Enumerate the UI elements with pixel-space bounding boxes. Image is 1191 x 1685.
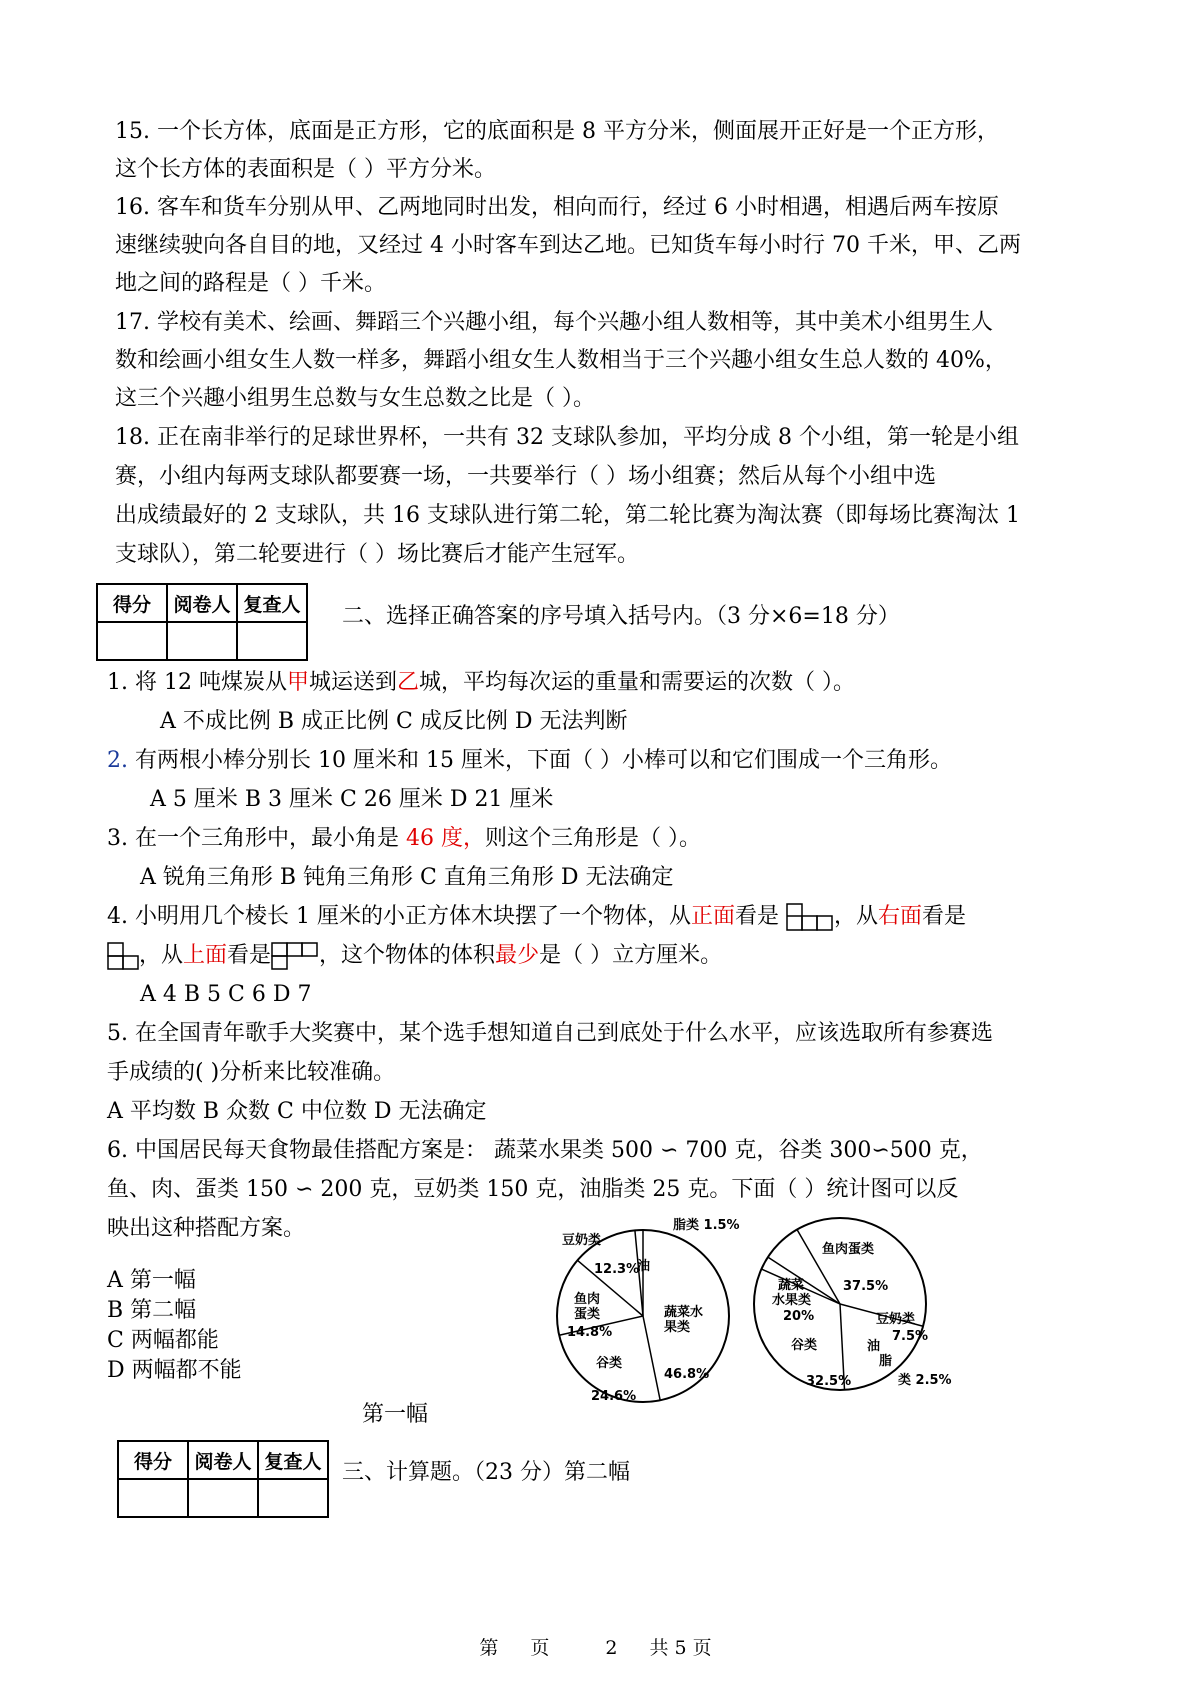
checker-cell[interactable] (237, 622, 307, 660)
q18-line-4: 支球队），第二轮要进行（ ）场比赛后才能产生冠军。 (115, 542, 639, 567)
pie1-label-grain: 谷类 (596, 1356, 623, 1371)
q15-line-1: 15. 一个长方体，底面是正方形，它的底面积是 8 平方分米，侧面展开正好是一个正方形， (115, 119, 999, 144)
pie1-fish-pct: 14.8% (567, 1325, 613, 1340)
pie1-veg-pct: 46.8% (664, 1367, 710, 1382)
grader-label: 阅卷人 (167, 584, 237, 622)
grader-cell[interactable] (188, 1479, 258, 1517)
pie1-label-fish-1: 鱼肉 (574, 1292, 601, 1307)
q18-line-1: 18. 正在南非举行的足球世界杯，一共有 32 支球队参加，平均分成 8 个小组，第一轮是小组 (115, 425, 1019, 450)
pie2-label-oil-2: 脂 (879, 1354, 893, 1369)
checker-cell[interactable] (258, 1479, 328, 1517)
pie1-label-fish-2: 蛋类 (574, 1307, 601, 1322)
q17-line-3: 这三个兴趣小组男生总数与女生总数之比是（ ）。 (115, 386, 595, 411)
choice-1-options: A 不成比例 B 成正比例 C 成反比例 D 无法判断 (160, 709, 628, 734)
choice-6-option-c: C 两幅都能 (107, 1328, 219, 1353)
pie2-label-veg-1: 蔬菜 (778, 1278, 805, 1293)
top-view-icon (271, 942, 319, 970)
score-cell[interactable] (97, 622, 167, 660)
q16-line-2: 速继续驶向各自目的地，又经过 4 小时客车到达乙地。已知货车每小时行 70 千米，甲、乙两 (115, 233, 1021, 258)
choice-2-options: A 5 厘米 B 3 厘米 C 26 厘米 D 21 厘米 (150, 787, 554, 812)
choice-3-options: A 锐角三角形 B 钝角三角形 C 直角三角形 D 无法确定 (140, 865, 674, 890)
chart-2-title: 第二幅 (564, 1460, 631, 1485)
pie1-label-veg-1: 蔬菜水 (664, 1305, 704, 1320)
pie2-label-veg-2: 水果类 (772, 1293, 812, 1308)
grader-cell[interactable] (167, 622, 237, 660)
choice-6-option-b: B 第二幅 (107, 1298, 197, 1323)
checker-label: 复查人 (258, 1441, 328, 1479)
choice-6-option-d: D 两幅都不能 (107, 1358, 242, 1383)
score-box-2 (117, 1440, 329, 1518)
pie2-label-fish: 鱼肉蛋类 (822, 1242, 875, 1257)
pie2-fish-pct: 37.5% (843, 1279, 889, 1294)
pie1-label-veg-2: 果类 (664, 1320, 691, 1335)
choice-4-line-2: ，从上面看是 ，这个物体的体积最少是（ ）立方厘米。 (107, 941, 722, 971)
page-footer: 第 页 2 共 5 页 (479, 1637, 712, 1659)
q17-line-2: 数和绘画小组女生人数一样多，舞蹈小组女生人数相当于三个兴趣小组女生总人数的 40%， (115, 348, 1007, 373)
choice-4-options: A 4 B 5 C 6 D 7 (140, 982, 312, 1007)
score-label: 得分 (97, 584, 167, 622)
choice-3: 3. 在一个三角形中，最小角是 46 度，则这个三角形是（ ）。 (107, 826, 701, 851)
pie2-label-oil-1: 油 (867, 1339, 881, 1354)
pie2-label-oil-out: 类 2.5% (898, 1373, 952, 1388)
pie-charts (0, 1210, 1191, 1470)
pie2-veg-pct: 20% (783, 1309, 815, 1324)
pie1-label-oil-in: 油 (637, 1259, 651, 1274)
choice-6-line-3: 映出这种搭配方案。 (107, 1216, 306, 1241)
q17-line-1: 17. 学校有美术、绘画、舞蹈三个兴趣小组，每个兴趣小组人数相等，其中美术小组男生人 (115, 310, 993, 335)
choice-5-options: A 平均数 B 众数 C 中位数 D 无法确定 (107, 1099, 487, 1124)
choice-6-line-2: 鱼、肉、蛋类 150 ∽ 200 克，豆奶类 150 克，油脂类 25 克。下面（ ）统计图可以反 (107, 1177, 959, 1202)
pie1-dairy-pct: 12.3% (594, 1262, 640, 1277)
q18-line-3: 出成绩最好的 2 支球队，共 16 支球队进行第二轮，第二轮比赛为淘汰赛（即每场比赛淘汰 1 (115, 503, 1020, 528)
pie2-dairy-pct: 7.5% (892, 1329, 929, 1344)
choice-5-line-2: 手成绩的( )分析来比较准确。 (107, 1060, 396, 1085)
score-box (96, 583, 308, 661)
q15-line-2: 这个长方体的表面积是（ ）平方分米。 (115, 157, 496, 182)
pie2-label-grain: 谷类 (791, 1338, 818, 1353)
score-label: 得分 (118, 1441, 188, 1479)
choice-1: 1. 将 12 吨煤炭从甲城运送到乙城，平均每次运的重量和需要运的次数（ ）。 (107, 670, 856, 695)
choice-4-line-1: 4. 小明用几个棱长 1 厘米的小正方体木块摆了一个物体，从正面看是 ，从右面看是 (107, 904, 967, 929)
score-cell[interactable] (118, 1479, 188, 1517)
right-view-icon (107, 942, 139, 970)
pie1-label-dairy: 豆奶类 (562, 1233, 602, 1248)
chart-1-title: 第一幅 (362, 1402, 429, 1427)
section-2-heading: 二、选择正确答案的序号填入括号内。（3 分×6=18 分） (342, 604, 900, 629)
q18-line-2: 赛，小组内每两支球队都要赛一场，一共要举行（ ）场小组赛；然后从每个小组中选 (115, 464, 936, 489)
choice-2: 2. 有两根小棒分别长 10 厘米和 15 厘米，下面（ ）小棒可以和它们围成一个三角形。 (107, 748, 952, 773)
pie1-grain-pct: 24.6% (591, 1389, 637, 1404)
choice-5-line-1: 5. 在全国青年歌手大奖赛中，某个选手想知道自己到底处于什么水平，应该选取所有参赛选 (107, 1021, 993, 1046)
pie2-grain-pct: 32.5% (806, 1374, 852, 1389)
choice-6-option-a: A 第一幅 (107, 1268, 196, 1293)
q16-line-3: 地之间的路程是（ ）千米。 (115, 271, 386, 296)
grader-label: 阅卷人 (188, 1441, 258, 1479)
checker-label: 复查人 (237, 584, 307, 622)
choice-6-line-1: 6. 中国居民每天食物最佳搭配方案是： 蔬菜水果类 500 ∽ 700 克，谷类 300∽500 克， (107, 1138, 983, 1163)
pie2-label-dairy: 豆奶类 (876, 1312, 916, 1327)
section-3-heading: 三、计算题。（23 分）第二幅 (342, 1460, 631, 1485)
front-view-icon (786, 903, 834, 931)
q16-line-1: 16. 客车和货车分别从甲、乙两地同时出发，相向而行，经过 6 小时相遇，相遇后两车按原 (115, 195, 999, 220)
pie1-slice-1 (643, 1316, 660, 1400)
pie1-label-oil-out: 脂类 1.5% (673, 1218, 740, 1233)
